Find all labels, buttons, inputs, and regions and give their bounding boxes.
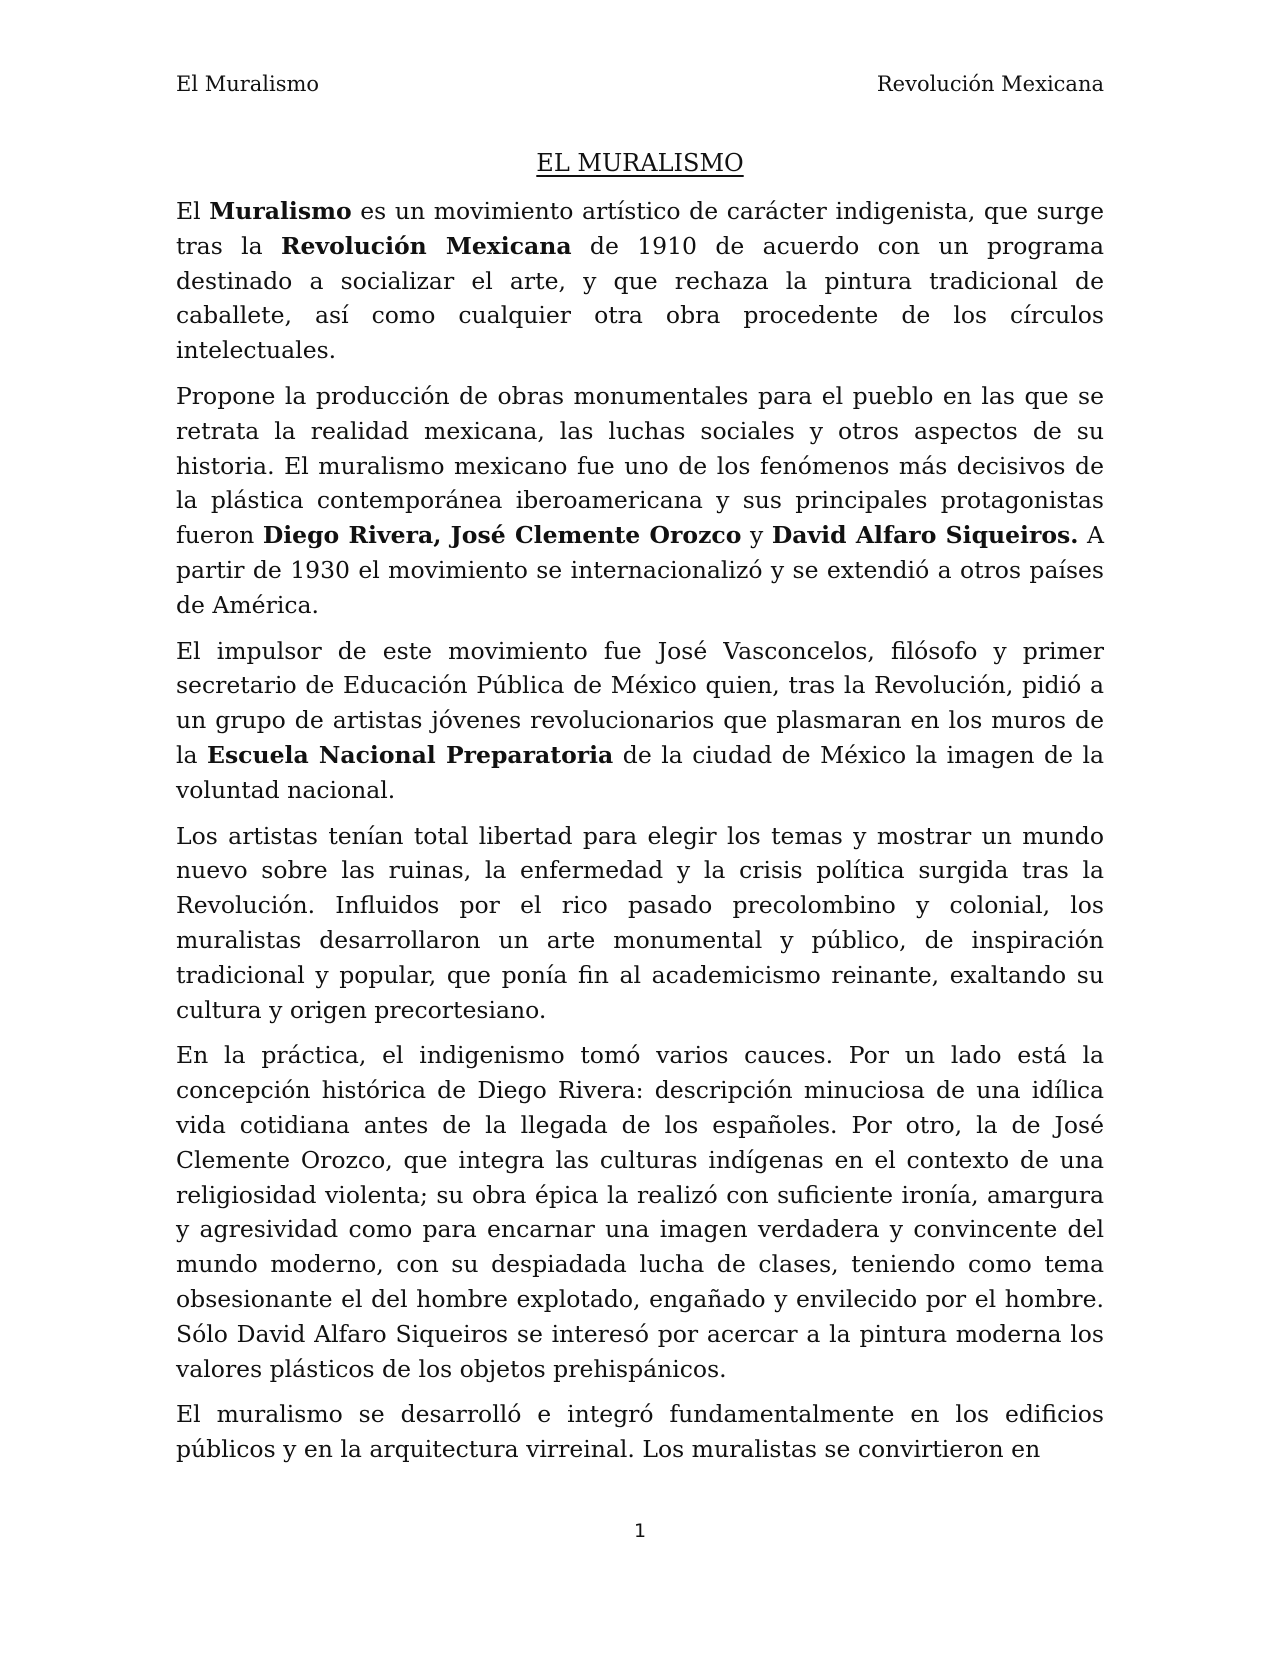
document-title: EL MURALISMO	[536, 149, 744, 177]
paragraph-3-run-1: El impulsor de este movimiento fue José Vasconcelos, filósofo y primer secretario de Educación Pública de México quien, tras la Revolución, pidió a un grupo de artistas jóvenes revolucionarios que plasmaran en los muros de la	[176, 636, 1104, 769]
paragraph-2-run-2: Diego Rivera, José Clemente Orozco	[262, 521, 742, 550]
header-right-title: Revolución Mexicana	[876, 72, 1104, 96]
document-content	[176, 194, 1104, 1478]
paragraph-6-run-1: El muralismo se desarrolló e integró fundamentalmente en los edificios públicos y en la arquitectura virreinal. Los muralistas se convirtieron en	[176, 1400, 1104, 1464]
paragraph-3-run-2: Escuela Nacional Preparatoria	[207, 740, 614, 769]
paragraph-2-run-5: A partir de 1930 el movimiento se internacionalizó y se extendió a otros países de América.	[176, 521, 1105, 619]
paragraph-3	[176, 634, 1104, 808]
paragraph-3-run-3: de la ciudad de México la imagen de la voluntad nacional.	[176, 740, 1105, 804]
paragraph-1-run-2: Muralismo	[209, 197, 352, 225]
paragraph-6	[176, 1397, 1104, 1467]
paragraph-4-run-1: Los artistas tenían total libertad para elegir los temas y mostrar un mundo nuevo sobre las ruinas, la enfermedad y la crisis política surgida tras la Revolución. Influidos por el rico pasado precolombino y colonial, los muralistas desarrollaron un arte monumental y público, de inspiración tradicional y popular, que ponía fin al academicismo reinante, exaltando su cultura y origen precortesiano.	[176, 821, 1104, 1024]
paragraph-5	[176, 1038, 1104, 1386]
paragraph-2-run-1: Propone la producción de obras monumentales para el pueblo en las que se retrata la realidad mexicana, las luchas sociales y otros aspectos de su historia. El muralismo mexicano fue uno de los fenómenos más decisivos de la plástica contemporánea iberoamericana y sus principales protagonistas fueron	[176, 381, 1104, 550]
paragraph-1-run-3: es un movimiento artístico de carácter indigenista, que surge tras la	[176, 197, 1105, 260]
paragraph-2	[176, 379, 1104, 623]
paragraph-5-run-1: En la práctica, el indigenismo tomó varios cauces. Por un lado está la concepción histórica de Diego Rivera: descripción minuciosa de una idílica vida cotidiana antes de la llegada de los españoles. Por otro, la de José Clemente Orozco, que integra las culturas indígenas en el contexto de una religiosidad violenta; su obra épica la realizó con suficiente ironía, amargura y agresividad como para encarnar una imagen verdadera y convincente del mundo moderno, con su despiadada lucha de clases, teniendo como tema obsesionante el del hombre explotado, engañado y envilecido por el hombre. Sólo David Alfaro Siqueiros se interesó por acercar a la pintura moderna los valores plásticos de los objetos prehispánicos.	[176, 1041, 1104, 1383]
paragraph-4	[176, 819, 1104, 1028]
paragraph-1-run-4: Revolución Mexicana	[280, 231, 572, 260]
page-header	[176, 72, 1104, 97]
header-left-title: El Muralismo	[176, 72, 320, 96]
page-number: 1	[633, 1520, 647, 1542]
paragraph-2-run-3: y	[741, 521, 772, 550]
paragraph-1	[176, 194, 1104, 368]
paragraph-1-run-1: El	[176, 197, 210, 225]
paragraph-2-run-4: David Alfaro Siqueiros.	[771, 521, 1079, 550]
paragraph-1-run-5: de 1910 de acuerdo con un programa destinado a socializar el arte, y que rechaza la pintura tradicional de caballete, así como cualquier otra obra procedente de los círculos intelectuales.	[176, 231, 1104, 365]
